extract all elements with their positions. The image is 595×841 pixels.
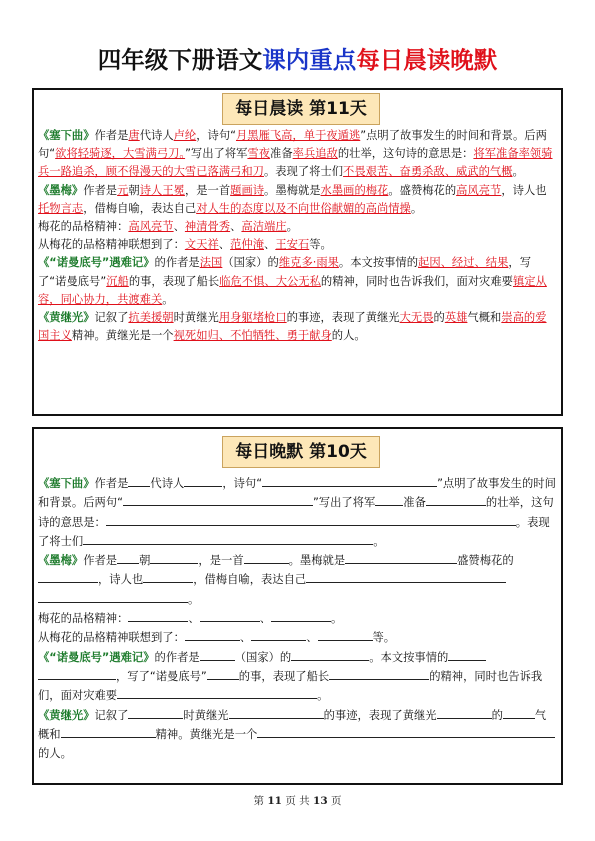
text-segment: （国家）的 <box>234 650 292 664</box>
footer-page-number: 11 <box>267 795 282 807</box>
morning-para-saixiaqu <box>38 127 557 182</box>
answer-text: 用身躯堵枪口 <box>218 311 287 325</box>
answer-text: 大无畏 <box>399 311 434 325</box>
text-segment: 的事，表现了船长 <box>238 669 330 683</box>
text-segment: 。盛赞梅花的 <box>388 183 457 197</box>
answer-text: 雪夜 <box>247 147 271 161</box>
answer-blank[interactable] <box>128 609 188 622</box>
answer-blank[interactable] <box>200 648 235 661</box>
text-segment: ，写了“诺曼底号” <box>116 669 207 683</box>
answer-text: 高风亮节 <box>128 220 174 234</box>
morning-heading: 每日晨读 第11天 <box>222 93 380 125</box>
evening-para-momei <box>38 551 557 609</box>
answer-text: 文天祥 <box>184 238 219 252</box>
answer-text: 高洁端庄 <box>241 220 287 234</box>
text-segment: 、 <box>239 631 252 645</box>
answer-blank[interactable] <box>477 725 555 738</box>
answer-blank[interactable] <box>38 570 98 583</box>
page-title <box>0 43 595 77</box>
text-segment: 代诗人 <box>139 129 174 142</box>
answer-blank[interactable] <box>207 667 239 680</box>
text-segment: 准备 <box>270 147 293 161</box>
answer-text: 起因、经过、结果 <box>418 256 509 270</box>
answer-text: 王安石 <box>275 238 310 252</box>
text-segment: 。 <box>317 689 329 703</box>
answer-blank[interactable] <box>251 628 306 641</box>
text-segment: 的 <box>491 708 503 722</box>
answer-blank[interactable] <box>426 493 486 506</box>
text-title: 《墨梅》 <box>38 554 84 568</box>
answer-blank[interactable] <box>83 532 373 545</box>
answer-blank[interactable] <box>200 609 260 622</box>
text-segment: 从梅花的品格精神联想到了： <box>38 238 185 252</box>
answer-blank[interactable] <box>106 513 396 526</box>
text-segment: 从梅花的品格精神联想到了： <box>38 631 185 645</box>
text-segment: 。 <box>410 201 423 215</box>
answer-blank[interactable] <box>61 725 156 738</box>
evening-dictation-box <box>32 427 563 785</box>
answer-text: 不畏艰苦、奋勇杀敌、威武的气概 <box>343 165 513 179</box>
morning-para-momei <box>38 182 557 218</box>
text-segment: 朝 <box>139 554 151 568</box>
text-segment: ，诗人也 <box>501 183 547 197</box>
text-segment: ”写出了将军 <box>312 496 376 510</box>
text-segment: 记叙了 <box>94 708 129 722</box>
text-segment: ”点明了故事发生的时间和背景。后两句“ <box>38 129 547 161</box>
morning-para-huangjiguang <box>38 309 557 345</box>
morning-para-plum-spirit <box>38 218 557 236</box>
text-segment: ，借梅自喻，表达自己 <box>83 201 197 215</box>
text-segment: ，是一首 <box>198 554 244 568</box>
text-segment: 的壮举，这句诗的意思是： <box>38 496 554 529</box>
text-segment: 。 <box>188 592 200 606</box>
text-segment: 。表现了将士们 <box>38 515 550 548</box>
text-segment: ，诗人也 <box>98 573 144 587</box>
text-segment: 。 <box>286 220 298 234</box>
text-title: 《墨梅》 <box>38 183 84 197</box>
answer-blank[interactable] <box>123 493 313 506</box>
text-segment: 准备 <box>403 496 426 510</box>
morning-content <box>38 127 557 345</box>
answer-blank[interactable] <box>229 706 324 719</box>
text-title: 《“诺曼底号”遇难记》 <box>38 256 155 270</box>
evening-para-association <box>38 628 557 647</box>
text-segment: 、 <box>306 631 318 645</box>
text-segment: ”写出了将军 <box>185 147 248 161</box>
text-segment: 的壮举，这句诗的意思是： <box>337 147 474 161</box>
answer-blank[interactable] <box>244 551 289 564</box>
answer-blank[interactable] <box>117 686 317 699</box>
text-title: 《塞下曲》 <box>38 129 95 142</box>
answer-blank[interactable] <box>128 706 183 719</box>
title-part-2: 课内重点 <box>262 46 357 74</box>
text-segment: 记叙了 <box>94 311 129 325</box>
answer-text: 题画诗 <box>230 183 265 197</box>
answer-text: 卢纶 <box>173 129 197 142</box>
answer-blank[interactable] <box>38 590 188 603</box>
text-segment: 。 <box>373 534 385 548</box>
text-segment: 、 <box>188 612 200 626</box>
footer-total-pages: 13 <box>313 795 328 807</box>
text-segment: 的 <box>433 311 445 325</box>
answer-text: 将军准备率领骑兵一路追杀，顾不得漫天的大雪已落满弓和刀 <box>38 147 553 179</box>
text-segment: 代诗人 <box>150 477 185 490</box>
text-segment: 精神。黄继光是一个 <box>155 727 258 741</box>
answer-text: 范仲淹 <box>230 238 264 252</box>
text-segment: ”点明了故事发生的时间和背景。后两句“ <box>38 477 556 510</box>
answer-blank[interactable] <box>38 667 116 680</box>
answer-text: 镇定从容，同心协力，共渡难关 <box>38 274 547 306</box>
text-title: 《“诺曼底号”遇难记》 <box>38 650 155 664</box>
footer-suffix: 页 <box>330 795 342 807</box>
text-segment: 、 <box>259 612 272 626</box>
answer-blank[interactable] <box>318 628 373 641</box>
answer-blank[interactable] <box>128 474 150 487</box>
text-segment: ，是一首 <box>184 183 231 197</box>
evening-content <box>38 474 557 763</box>
answer-text: 率兵追敌 <box>292 147 338 161</box>
answer-text: 对人生的态度以及不向世俗献媚的高尚情操 <box>196 201 411 215</box>
footer-prefix: 第 <box>253 795 265 807</box>
answer-text: 抗美援朝 <box>128 311 174 325</box>
answer-text: 诗人王冕 <box>139 183 185 197</box>
answer-text: 高风亮节 <box>456 183 502 197</box>
answer-text: 水墨画的梅花 <box>320 183 389 197</box>
text-segment: 时黄继光 <box>183 708 229 722</box>
title-part-3: 每日晨读晚默 <box>356 46 498 74</box>
morning-para-normandy <box>38 254 557 309</box>
text-segment: ，写了“诺曼底号” <box>38 256 532 288</box>
answer-blank[interactable] <box>503 706 535 719</box>
text-segment: 气概和 <box>467 311 502 325</box>
answer-blank[interactable] <box>448 648 486 661</box>
text-segment: 、 <box>218 238 231 252</box>
answer-text: 崇高的爱国主义 <box>38 311 547 343</box>
answer-text: 唐 <box>128 129 140 142</box>
text-segment: 。 <box>331 612 343 626</box>
page-footer <box>0 793 595 808</box>
text-segment: 的作者是 <box>154 256 200 270</box>
text-segment: 朝 <box>128 183 140 197</box>
text-segment: 。墨梅就是 <box>264 183 321 197</box>
answer-blank[interactable] <box>437 706 492 719</box>
answer-blank[interactable] <box>262 474 437 487</box>
answer-text: 元 <box>117 183 129 197</box>
answer-blank[interactable] <box>117 551 139 564</box>
answer-blank[interactable] <box>150 551 198 564</box>
footer-middle: 页 共 <box>285 795 310 807</box>
answer-blank[interactable] <box>271 609 331 622</box>
text-segment: 时黄继光 <box>173 311 219 325</box>
text-segment: 的精神，同时也告诉我们，面对灾难要 <box>320 274 513 288</box>
text-segment: ，诗句“ <box>222 477 263 490</box>
text-segment: 、 <box>230 220 242 234</box>
title-part-1: 四年级下册语文 <box>97 46 263 74</box>
morning-para-association <box>38 236 557 254</box>
answer-blank[interactable] <box>306 570 506 583</box>
text-segment: 作者是 <box>94 477 129 490</box>
answer-text: 临危不惧、大公无私 <box>219 274 321 288</box>
evening-para-plum-spirit <box>38 609 557 628</box>
answer-blank[interactable] <box>185 628 240 641</box>
text-title: 《黄继光》 <box>38 311 95 325</box>
text-segment: 。 <box>512 165 524 179</box>
answer-text: 托物言志 <box>38 201 84 215</box>
answer-text: 欲将轻骑逐，大雪满弓刀。 <box>55 147 186 161</box>
evening-para-normandy <box>38 648 557 706</box>
text-segment: 的人。 <box>38 747 72 761</box>
text-segment: 的人。 <box>331 329 366 343</box>
text-segment: 。本文按事情的 <box>369 650 449 664</box>
text-segment: 的事迹，表现了黄继光 <box>323 708 437 722</box>
evening-heading: 每日晚默 第10天 <box>222 436 380 468</box>
text-segment: 等。 <box>309 238 332 252</box>
answer-text: 沉船 <box>106 274 129 288</box>
text-segment: 的事，表现了船长 <box>128 274 220 288</box>
text-segment: 的作者是 <box>154 650 200 664</box>
text-segment: 。表现了将士们 <box>263 165 344 179</box>
text-segment: 等。 <box>372 631 396 645</box>
evening-para-huangjiguang <box>38 706 557 764</box>
text-segment: 的精神，同时也告诉我们，面对灾难要 <box>38 669 543 703</box>
answer-text: 维克多·雨果 <box>278 256 339 270</box>
answer-text: 英雄 <box>444 311 468 325</box>
text-title: 《黄继光》 <box>38 708 95 722</box>
answer-blank[interactable] <box>345 551 457 564</box>
answer-text: 神清骨秀 <box>184 220 231 234</box>
answer-text: 视死如归、不怕牺牲、勇于献身 <box>173 329 332 343</box>
answer-blank[interactable] <box>257 725 477 738</box>
answer-blank[interactable] <box>291 648 369 661</box>
text-segment: 。 <box>162 292 174 306</box>
answer-blank[interactable] <box>329 667 429 680</box>
answer-text: 法国 <box>199 256 223 270</box>
answer-blank[interactable] <box>143 570 193 583</box>
text-segment: 的事迹，表现了黄继光 <box>286 311 400 325</box>
text-segment: ，诗句“ <box>196 129 236 142</box>
text-segment: 。本文按事情的 <box>338 256 419 270</box>
text-segment: ，借梅自喻，表达自己 <box>193 573 307 587</box>
answer-text: 月黑雁飞高，单于夜遁逃 <box>235 129 361 142</box>
morning-reading-box <box>32 88 563 416</box>
text-title: 《塞下曲》 <box>38 477 95 490</box>
text-segment: 。墨梅就是 <box>288 554 346 568</box>
text-segment: 气概和 <box>38 708 547 741</box>
text-segment: 、 <box>173 220 185 234</box>
text-segment: 梅花的品格精神： <box>38 612 129 626</box>
text-segment: （国家）的 <box>222 256 279 270</box>
text-segment: 精神。黄继光是一个 <box>71 329 174 343</box>
evening-para-saixiaqu <box>38 474 557 551</box>
text-segment: 梅花的品格精神： <box>38 220 129 234</box>
text-segment: 作者是 <box>94 129 129 142</box>
answer-blank[interactable] <box>184 474 222 487</box>
text-segment: 、 <box>264 238 276 252</box>
answer-blank[interactable] <box>375 493 403 506</box>
text-segment: 作者是 <box>83 554 118 568</box>
text-segment: 作者是 <box>83 183 118 197</box>
answer-blank[interactable] <box>396 513 516 526</box>
text-segment: 盛赞梅花的 <box>457 554 514 568</box>
